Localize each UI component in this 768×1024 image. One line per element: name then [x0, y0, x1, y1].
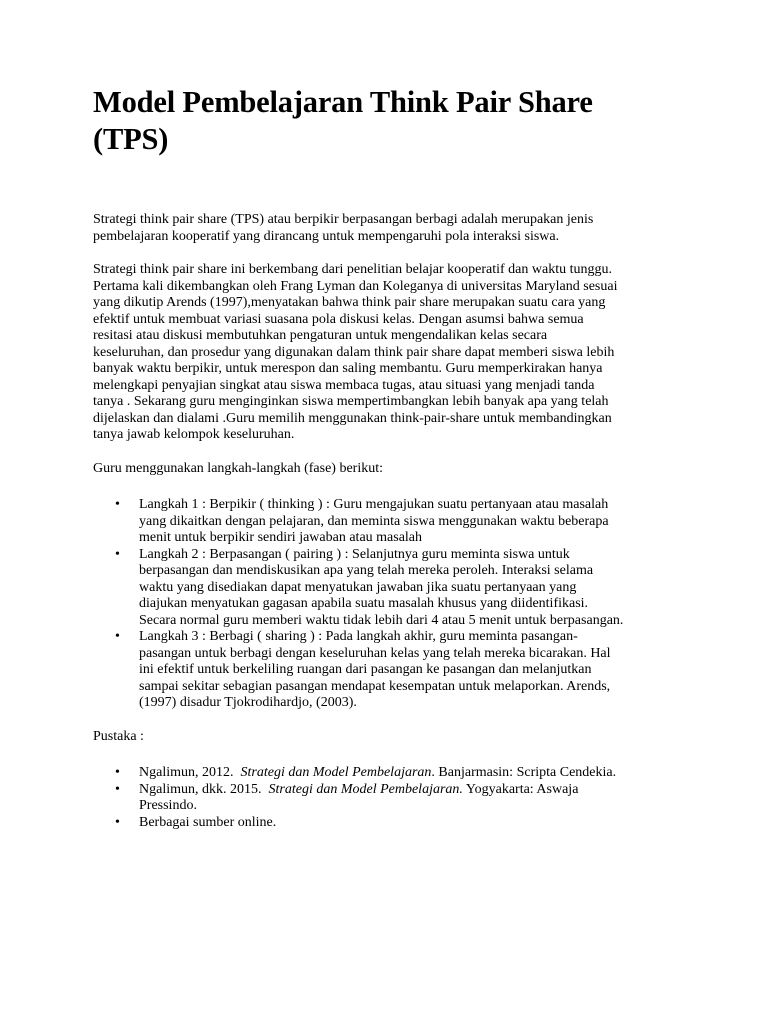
text-line: Langkah 2 : Berpasangan ( pairing ) : Selanjutnya guru meminta siswa untuk	[139, 546, 570, 562]
text-line: Pustaka :	[93, 728, 144, 744]
text-line: resitasi atau diskusi membutuhkan pengaturan untuk mengendalikan kelas secara	[93, 328, 548, 343]
text-line: diajukan menyatukan gagasan apabila suatu masalah khusus yang diidentifikasi.	[139, 596, 589, 611]
reference-publisher: Yogyakarta: Aswaja	[462, 781, 579, 797]
intro-paragraph	[93, 212, 683, 245]
text-line: (1997) disadur Tjokrodihardjo, (2003).	[139, 695, 357, 710]
reference-line	[139, 765, 683, 782]
text-line: Langkah 1 : Berpikir ( thinking ) : Guru mengajukan suatu pertanyaan atau masalah	[139, 497, 609, 512]
text-line: keseluruhan, dan prosedur yang digunakan dalam think pair share dapat memberi siswa lebih	[93, 344, 615, 360]
bullet-icon: •	[115, 765, 120, 780]
reference-item	[93, 765, 683, 782]
document-page	[93, 84, 683, 831]
step-item-sharing	[93, 629, 683, 712]
text-line: tanya jawab kelompok keseluruhan.	[93, 427, 295, 442]
reference-line: Berbagai sumber online.	[139, 814, 277, 830]
reference-book-title: Strategi dan Model Pembelajaran.	[268, 781, 463, 797]
text-line: dijelaskan dan dialami .Guru memilih menggunakan think-pair-share untuk membandingkan	[93, 410, 612, 426]
text-line: Secara normal guru memberi waktu tidak lebih dari 4 atau 5 menit untuk berpasangan.	[139, 612, 624, 628]
text-line: Strategi think pair share ini berkembang dari penelitian belajar kooperatif dan waktu tunggu.	[93, 262, 612, 277]
bullet-icon: •	[115, 814, 120, 830]
text-line: yang dikaitkan dengan pelajaran, dan meminta siswa menggunakan waktu beberapa	[139, 513, 609, 529]
text-line: yang dikutip Arends (1997),menyatakan bahwa think pair share merupakan suatu cara yang	[93, 295, 606, 310]
reference-item	[93, 782, 683, 815]
steps-list	[93, 497, 683, 712]
reference-author: Ngalimun, dkk. 2015.	[139, 781, 269, 797]
text-line: ini efektif untuk berkeliling ruangan dari pasangan ke pasangan dan melanjutkan	[139, 662, 592, 677]
reference-line	[139, 782, 683, 799]
bullet-icon: •	[115, 497, 120, 512]
reference-book-title: Strategi dan Model Pembelajaran	[240, 765, 432, 780]
reference-line: Pressindo.	[139, 798, 197, 813]
text-line: sampai sekitar sebagian pasangan mendapat kesempatan untuk melaporkan. Arends,	[139, 678, 611, 694]
text-line: melengkapi penyajian singkat atau siswa membaca tugas, atau situasi yang menjadi tanda	[93, 377, 595, 393]
title-line: Model Pembelajaran Think Pair Share	[93, 85, 593, 119]
text-line: berpasangan dan mendiskusikan apa yang telah mereka peroleh. Interaksi selama	[139, 563, 594, 578]
text-line: tanya . Sekarang guru menginginkan siswa mempertimbangkan lebih banyak apa yang telah	[93, 394, 609, 409]
bullet-icon: •	[115, 546, 120, 562]
page-title	[93, 84, 683, 158]
text-line: pembelajaran kooperatif yang dirancang untuk mempengaruhi pola interaksi siswa.	[93, 228, 560, 244]
step-item-pairing	[93, 547, 683, 630]
steps-intro	[93, 461, 683, 478]
text-line: menit untuk berpikir sendiri jawaban atau masalah	[139, 530, 423, 545]
references-list	[93, 765, 683, 831]
text-line: waktu yang disediakan dapat menyatukan jawaban jika suatu pertanyaan yang	[139, 579, 577, 595]
bullet-icon: •	[115, 781, 120, 797]
reference-author: Ngalimun, 2012.	[139, 765, 241, 780]
text-line: efektif untuk membuat variasi suasana pola diskusi kelas. Dengan asumsi bahwa semua	[93, 311, 584, 327]
reference-publisher: . Banjarmasin: Scripta Cendekia.	[431, 765, 617, 780]
text-line: Pertama kali dikembangkan oleh Frang Lyman dan Koleganya di universitas Maryland sesuai	[93, 278, 618, 294]
title-line: (TPS)	[93, 122, 169, 156]
references-heading	[93, 729, 683, 746]
text-line: banyak waktu berpikir, untuk merespon dan saling membantu. Guru memperkirakan hanya	[93, 361, 603, 376]
reference-item	[93, 815, 683, 832]
text-line: Strategi think pair share (TPS) atau berpikir berpasangan berbagi adalah merupakan jenis	[93, 212, 594, 227]
step-item-thinking	[93, 497, 683, 547]
text-line: Langkah 3 : Berbagi ( sharing ) : Pada langkah akhir, guru meminta pasangan-	[139, 629, 578, 644]
body-paragraph	[93, 262, 683, 444]
text-line: Guru menggunakan langkah-langkah (fase) berikut:	[93, 460, 384, 476]
bullet-icon: •	[115, 629, 120, 644]
text-line: pasangan untuk berbagi dengan keseluruhan kelas yang telah mereka bicarakan. Hal	[139, 645, 611, 661]
